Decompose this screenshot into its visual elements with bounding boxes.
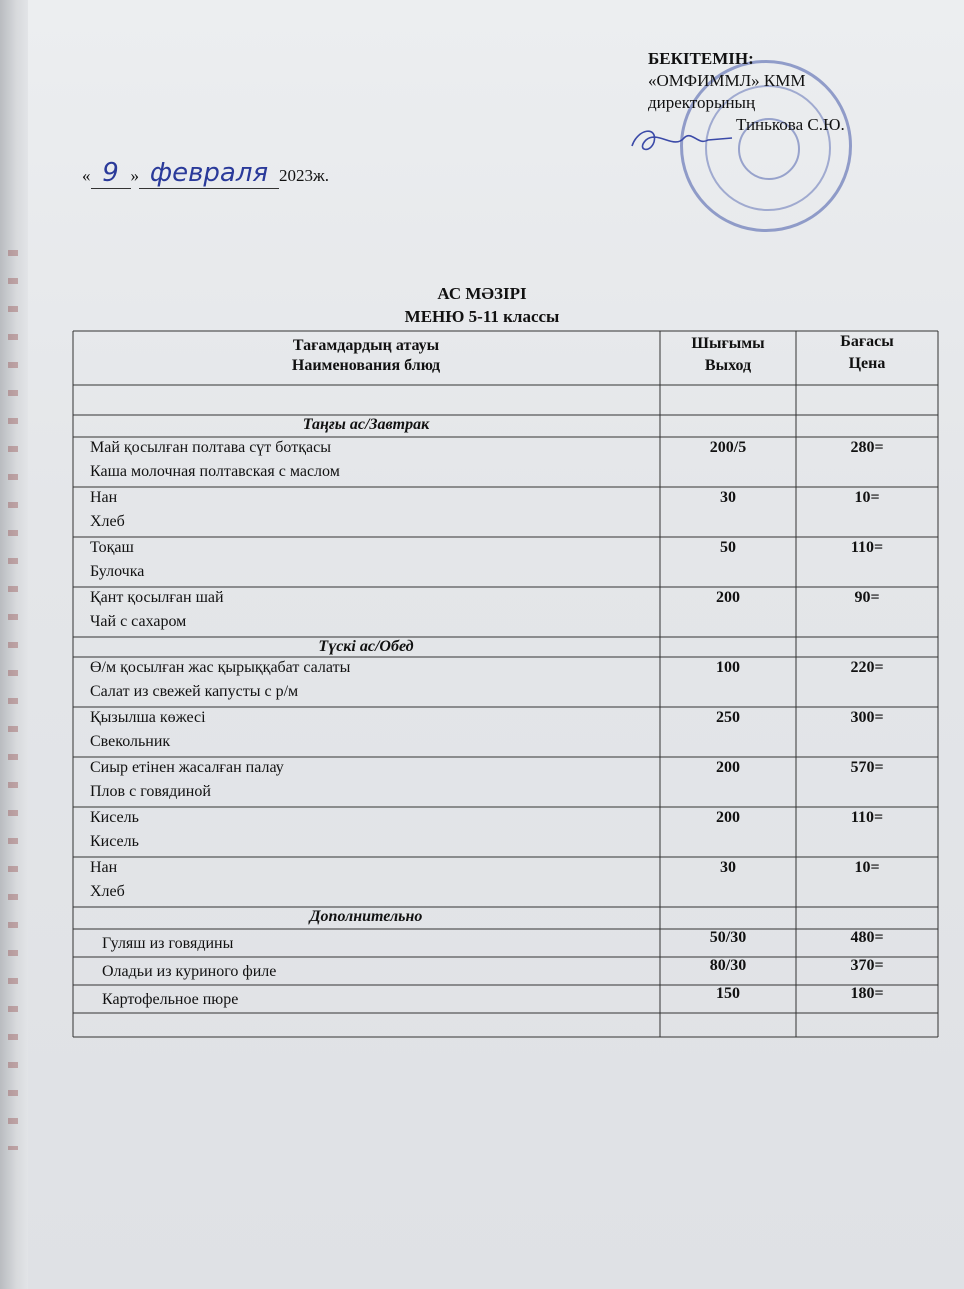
dish-name-ru: Каша молочная полтавская с маслом <box>90 463 340 480</box>
dish-yield: 50 <box>720 539 736 556</box>
dish-price: 480= <box>850 929 884 946</box>
date-year: 2023ж. <box>279 166 329 185</box>
sleeve-border-pattern <box>8 250 18 1150</box>
dish-price: 570= <box>850 759 884 776</box>
approval-heading: БЕКІТЕМІН: <box>648 49 754 68</box>
dish-name-ru: Гуляш из говядины <box>102 935 234 952</box>
dish-name-ru: Хлеб <box>90 513 125 530</box>
dish-price: 300= <box>850 709 884 726</box>
dish-name-kz: Сиыр етінен жасалған палау <box>90 759 284 776</box>
dish-yield: 200 <box>716 809 740 826</box>
dish-name-kz: Ө/м қосылған жас қырыққабат салаты <box>90 659 351 676</box>
dish-name-ru: Хлеб <box>90 883 125 900</box>
header-yield-kz: Шығымы <box>691 335 765 352</box>
section-title: Түскі ас/Обед <box>318 638 414 655</box>
header-price-kz: Бағасы <box>840 333 894 350</box>
approval-position: директорының <box>648 93 756 112</box>
dish-price: 180= <box>850 985 884 1002</box>
dish-name-ru: Свекольник <box>90 733 171 750</box>
dish-name-ru: Кисель <box>90 833 139 850</box>
dish-name-ru: Чай с сахаром <box>90 613 187 630</box>
dish-yield: 200/5 <box>709 439 747 456</box>
dish-price: 110= <box>850 809 884 826</box>
dish-yield: 80/30 <box>709 957 747 974</box>
header-yield-ru: Выход <box>704 357 752 374</box>
dish-price: 370= <box>850 957 884 974</box>
date-close-quote: » <box>130 166 139 185</box>
section-title: Дополнительно <box>309 908 423 925</box>
dish-name-kz: Нан <box>90 859 118 876</box>
dish-name-kz: Май қосылған полтава сүт ботқасы <box>90 439 331 456</box>
menu-title-ru: МЕНЮ 5-11 классы <box>404 307 560 326</box>
dish-name-kz: Қант қосылған шай <box>90 589 224 606</box>
dish-yield: 250 <box>716 709 740 726</box>
dish-price: 10= <box>854 859 880 876</box>
approval-director-name: Тинькова С.Ю. <box>736 115 845 134</box>
dish-name-ru: Картофельное пюре <box>102 991 239 1008</box>
dish-name-kz: Кисель <box>90 809 139 826</box>
dish-price: 110= <box>850 539 884 556</box>
dish-name-kz: Тоқаш <box>90 539 134 556</box>
dish-yield: 30 <box>720 859 736 876</box>
dish-name-kz: Нан <box>90 489 118 506</box>
dish-price: 280= <box>850 439 884 456</box>
header-name-ru: Наименования блюд <box>291 357 441 374</box>
menu-table <box>72 330 940 1060</box>
date-open-quote: « <box>82 166 91 185</box>
dish-price: 90= <box>854 589 880 606</box>
header-name-kz: Тағамдардың атауы <box>292 337 440 354</box>
menu-title-kz: АС МӘЗІРІ <box>437 284 527 303</box>
dish-yield: 200 <box>716 759 740 776</box>
dish-yield: 30 <box>720 489 736 506</box>
dish-name-ru: Плов с говядиной <box>90 783 211 800</box>
dish-yield: 100 <box>716 659 740 676</box>
section-title: Таңғы ас/Завтрак <box>302 416 430 433</box>
header-price-ru: Цена <box>848 355 886 372</box>
dish-name-kz: Қызылша көжесі <box>90 709 206 726</box>
document-date <box>82 158 329 189</box>
dish-yield: 200 <box>716 589 740 606</box>
approval-organization: «ОМФИММЛ» КММ <box>648 71 806 90</box>
date-month: февраля <box>149 158 269 188</box>
dish-price: 10= <box>854 489 880 506</box>
dish-yield: 150 <box>716 985 740 1002</box>
dish-name-ru: Булочка <box>90 563 145 580</box>
dish-price: 220= <box>850 659 884 676</box>
dish-name-ru: Салат из свежей капусты с р/м <box>90 683 299 700</box>
date-day: 9 <box>102 158 119 188</box>
dish-yield: 50/30 <box>709 929 747 946</box>
handwritten-signature <box>628 120 738 160</box>
dish-name-ru: Оладьи из куриного филе <box>102 963 277 980</box>
